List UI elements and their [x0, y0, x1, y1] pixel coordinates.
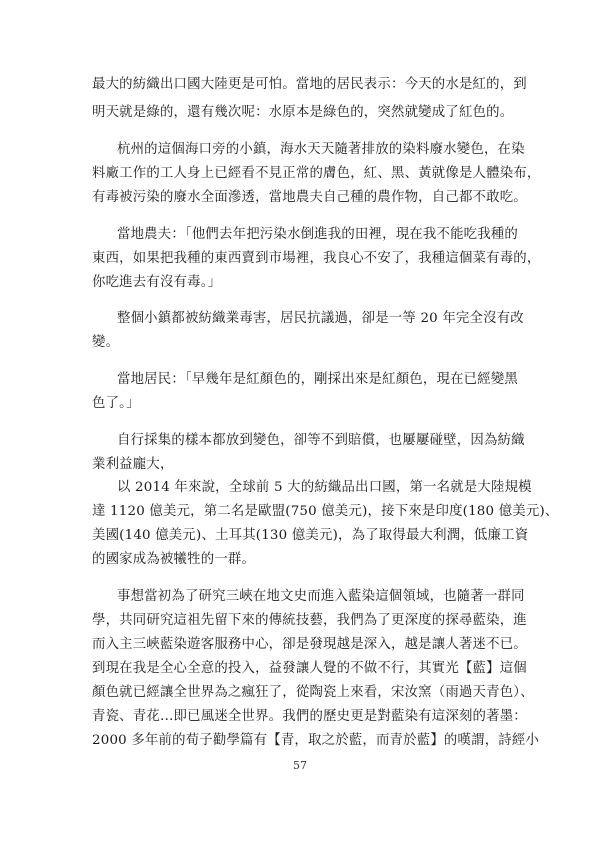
text-line: 當地居民：「早幾年是紅顏色的，剛採出來是紅顏色，現在已經變黑 [117, 372, 519, 387]
text-line: 的國家成為被犧牲的一群。 [92, 552, 256, 567]
text-line: 變。 [92, 335, 120, 350]
text-line: 東西，如果把我種的東西賣到市場裡，我良心不安了，我種這個菜有毒的， [92, 251, 541, 266]
text-line: 整個小鎮都被紡織業毒害，居民抗議過，卻是一等 20 年完全沒有改 [117, 311, 524, 326]
text-line: 色了。」 [92, 396, 140, 411]
text-line: 業利益龐大， [92, 457, 174, 472]
text-line: 杭州的這個海口旁的小鎮，海水天天隨著排放的染料廢水變色，在染 [117, 142, 525, 157]
text-line: 當地農夫：「他們去年把污染水倒進我的田裡，現在我不能吃我種的 [117, 227, 519, 242]
text-line: 最大的紡織出口國大陸更是可怕。當地的居民表示：今天的水是紅的，到 [92, 77, 527, 92]
text-line: 自行採集的樣本都放到變色，卻等不到賠償，也屢屢碰壁，因為紡織 [117, 433, 525, 448]
text-line: 明天就是綠的，還有幾次呢：水原本是綠色的，突然就變成了紅色的。 [92, 105, 514, 120]
text-line: 青瓷、青花…即已風迷全世界。我們的歷史更是對藍染有這深刻的著墨： [92, 709, 527, 724]
text-line: 2000 多年前的荀子勸學篇有【青，取之於藍，而青於藍】的嘆謂，詩經小 [92, 733, 540, 748]
page-number: 57 [293, 759, 307, 772]
text-line: 顏色就已經讓全世界為之瘋狂了，從陶瓷上來看，宋汝窯（雨過天青色）、 [92, 685, 534, 700]
text-line: 以 2014 年來說，全球前 5 大的紡織品出口國，第一名就是大陸規模 [117, 480, 532, 495]
text-line: 而入主三峽藍染遊客服務中心，卻是發現越是深入，越是讓人著迷不已。 [92, 637, 527, 652]
text-line: 你吃進去有沒有毒。」 [92, 275, 222, 290]
text-line: 美國(140 億美元)、土耳其(130 億美元)，為了取得最大利潤，低廉工資 [92, 528, 529, 543]
text-line: 有毒被污染的廢水全面滲透，當地農夫自己種的農作物，自己都不敢吃。 [92, 190, 527, 205]
text-line: 事想當初為了研究三峽在地文史而進入藍染這個領域，也隨著一群同 [117, 589, 525, 604]
text-line: 到現在我是全心全意的投入，益發讓人覺的不做不行，其實光【藍】這個 [92, 661, 527, 676]
text-line: 達 1120 億美元，第二名是歐盟(750 億美元)，接下來是印度(180 億美元)、 [92, 504, 559, 519]
text-line: 學，共同研究這祖先留下來的傳統技藝，我們為了更深度的探尋藍染，進 [92, 613, 527, 628]
text-line: 料廠工作的工人身上已經看不見正常的膚色，紅、黑、黃就像是人體染布， [92, 166, 541, 181]
